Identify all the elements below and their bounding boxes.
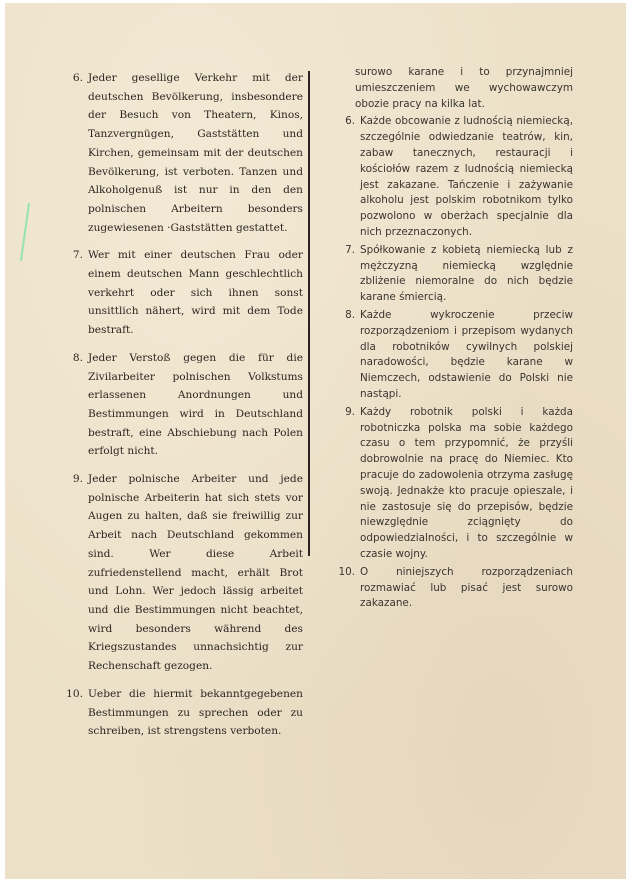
german-item-7 <box>63 246 303 340</box>
item-number: 9. <box>345 405 355 418</box>
item-text: Ueber die hiermit bekanntgegebenen Bestimmungen zu sprechen oder zu schreiben, ist strengstens verboten. <box>88 687 303 738</box>
item-text: Jeder Verstoß gegen die für die Zivilarbeiter polnischen Volkstums erlassenen Anordnungen und Bestimmungen wird in Deutschland bestraft, eine Abschiebung nach Polen erfolgt nicht. <box>88 351 303 458</box>
column-divider <box>308 71 310 556</box>
item-number: 6. <box>345 115 355 128</box>
polish-item-9 <box>333 405 573 563</box>
green-pencil-mark <box>20 203 30 261</box>
german-item-9 <box>63 470 303 676</box>
german-item-6 <box>63 69 303 237</box>
item-number: 7. <box>72 249 83 262</box>
item-text: Każde obcowanie z ludnością niemiecką, szczególnie odwiedzanie teatrów, kin, zabaw tanecznych, restauracji i kościołów razem z ludnością niemiecką jest zakazane. Tańczenie i zażywanie alkoholu jest polskim robotnikom tylko pozwolono w oberżach specjalnie dla nich przeznaczonych. <box>360 115 573 238</box>
item-number: 8. <box>345 308 355 321</box>
item-text: Każdy robotnik polski i każda robotniczka polska ma sobie każdego czasu o tem przypomnić, że przyśli dobrowolnie na pracę do Niemiec. Kto pracuje do zadowolenia otrzyma zasługę swoją. Jednakże kto pracuje opieszale, i nie zastosuje się do przepisów, będzie niewzględnie zciągnięty do odpowiedzialności, i to szczególnie w czasie wojny. <box>360 405 573 560</box>
polish-item-10 <box>333 565 573 612</box>
item-text: Spółkowanie z kobietą niemiecką lub z mężczyzną niemiecką względnie zbliżenie niemoralne do nich będzie karane śmiercią. <box>360 243 573 304</box>
item-text: Jeder gesellige Verkehr mit der deutschen Bevölkerung, insbesondere der Besuch von Theatern, Kinos, Tanzvergnügen, Gaststätten und Kirchen, gemeinsam mit der deutschen Bevölkerung, ist verboten. Tanzen und Alkoholgenuß ist nur in den den polnischen Arbeitern besonders zugewiesenen ·Gaststätten gestattet. <box>88 72 303 234</box>
polish-column <box>333 65 573 614</box>
german-item-8 <box>63 349 303 461</box>
document-page <box>5 3 626 879</box>
polish-item-8 <box>333 308 573 403</box>
german-item-10 <box>63 685 303 741</box>
german-column <box>63 69 303 750</box>
polish-item-6 <box>333 114 573 240</box>
item-text: Wer mit einer deutschen Frau oder einem deutschen Mann geschlechtlich verkehrt oder sich ihnen sonst unsittlich nähert, wird mit dem Tode bestraft. <box>88 249 303 337</box>
item-text: O niniejszych rozporządzeniach rozmawiać lub pisać jest surowo zakazane. <box>360 565 573 610</box>
polish-item-7 <box>333 243 573 306</box>
item-number: 7. <box>345 243 355 256</box>
item-number: 9. <box>72 473 83 486</box>
item-number: 6. <box>72 72 83 84</box>
item-number: 10. <box>338 565 355 578</box>
item-text: Jeder polnische Arbeiter und jede polnische Arbeiterin hat sich stets vor Augen zu halten, daß sie freiwillig zur Arbeit nach Deutschland gekommen sind. Wer diese Arbeit zufriedenstellend macht, erhält Brot und Lohn. Wer jedoch lässig arbeitet und die Bestimmungen nicht beachtet, wird besonders während des Kriegszustandes unnachsichtig zur Rechenschaft gezogen. <box>88 473 303 673</box>
item-text: Każde wykroczenie przeciw rozporządzeniom i przepisom wydanych dla robotników cywilnych polskiej naradowości, będzie karane w Niemczech, odstawienie do Polski nie nastąpi. <box>360 308 573 400</box>
polish-item-5-continuation: surowo karane i to przynajmniej umieszczeniem we wychowawczym obozie pracy na kilka lat. <box>355 66 573 110</box>
item-number: 10. <box>66 687 83 700</box>
item-number: 8. <box>72 351 83 364</box>
